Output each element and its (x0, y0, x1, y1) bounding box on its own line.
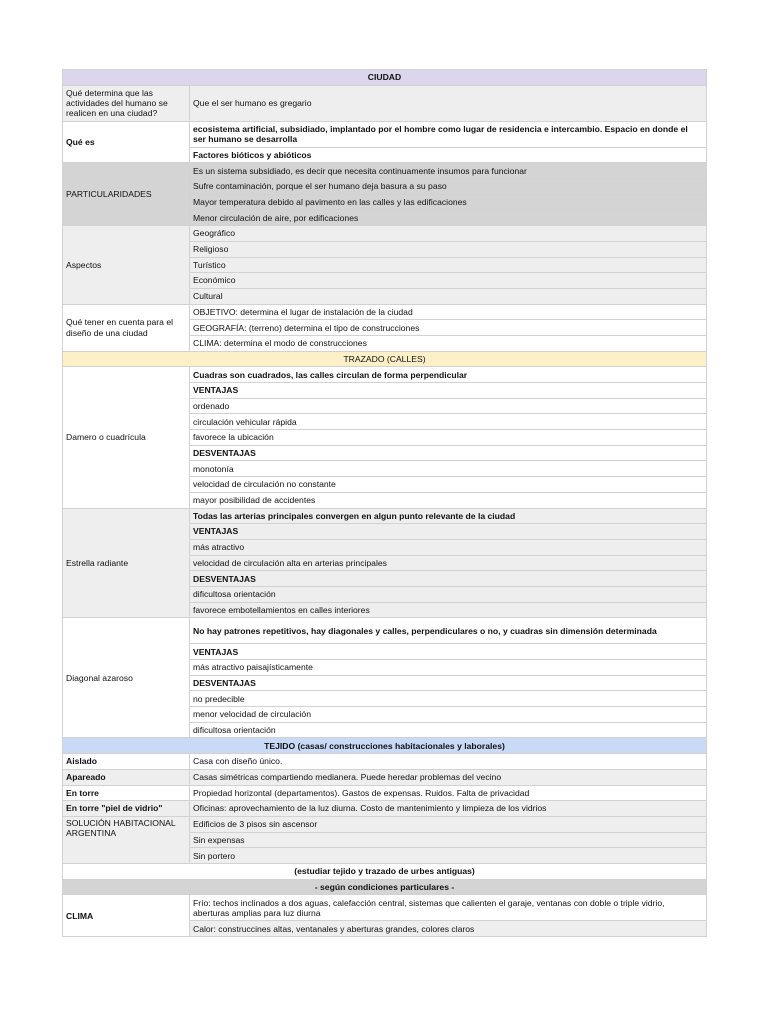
label-piel-de-vidrio[interactable]: En torre "piel de vidrio" (63, 801, 190, 817)
label-aspectos[interactable]: Aspectos (63, 226, 190, 304)
label-diseno[interactable]: Qué tener en cuenta para el diseño de una ciudad (63, 304, 190, 351)
cell[interactable]: DESVENTAJAS (190, 675, 707, 691)
cell[interactable]: Propiedad horizontal (departamentos). Gastos de expensas. Ruidos. Falta de privacidad (190, 785, 707, 801)
cell[interactable]: Sin portero (190, 848, 707, 864)
cell[interactable]: Mayor temperatura debido al pavimento en las calles y las edificaciones (190, 194, 707, 210)
cell[interactable]: favorece la ubicación (190, 430, 707, 446)
cell[interactable]: DESVENTAJAS (190, 445, 707, 461)
cell[interactable]: Casas simétricas compartiendo medianera. Puede heredar problemas del vecino (190, 769, 707, 785)
cell[interactable]: Calor: construccines altas, ventanales y aberturas grandes, colores claros (190, 921, 707, 937)
cell[interactable]: Casa con diseño único. (190, 754, 707, 770)
cell[interactable]: VENTAJAS (190, 383, 707, 399)
section-header-condiciones[interactable]: - según condiciones particulares - (63, 879, 707, 895)
cell[interactable]: GEOGRAFÍA: (terreno) determina el tipo de construcciones (190, 320, 707, 336)
label-en-torre[interactable]: En torre (63, 785, 190, 801)
cell[interactable]: Edificios de 3 pisos sin ascensor (190, 816, 707, 832)
cell[interactable]: Frío: techos inclinados a dos aguas, calefacción central, sistemas que calienten el garaje, ventanas con doble o triple vidrio, aberturas amplias para luz diurna (190, 895, 707, 921)
cell[interactable]: dificultosa orientación (190, 586, 707, 602)
cell[interactable]: mayor posibilidad de accidentes (190, 492, 707, 508)
cell[interactable]: ordenado (190, 398, 707, 414)
cell[interactable]: Es un sistema subsidiado, es decir que necesita continuamente insumos para funcionar (190, 163, 707, 179)
cell[interactable]: VENTAJAS (190, 524, 707, 540)
section-header-tejido[interactable]: TEJIDO (casas/ construcciones habitacionales y laborales) (63, 738, 707, 754)
cell[interactable]: Oficinas: aprovechamiento de la luz diurna. Costo de mantenimiento y limpieza de los vidrios (190, 801, 707, 817)
cell[interactable]: menor velocidad de circulación (190, 707, 707, 723)
label-particularidades[interactable]: PARTICULARIDADES (63, 163, 190, 226)
cell[interactable]: velocidad de circulación alta en arterias principales (190, 555, 707, 571)
cell[interactable]: Sin expensas (190, 832, 707, 848)
cell[interactable]: no predecible (190, 691, 707, 707)
cell[interactable]: Factores bióticos y abióticos (190, 147, 707, 163)
label-que-es[interactable]: Qué es (63, 121, 190, 163)
label-que-determina[interactable]: Qué determina que las actividades del humano se realicen en una ciudad? (63, 85, 190, 121)
note-estudiar[interactable]: (estudiar tejido y trazado de urbes antiguas) (63, 863, 707, 879)
section-header-ciudad[interactable]: CIUDAD (63, 70, 707, 86)
section-header-trazado[interactable]: TRAZADO (CALLES) (63, 351, 707, 367)
cell[interactable]: monotonía (190, 461, 707, 477)
value-que-determina[interactable]: Que el ser humano es gregario (190, 85, 707, 121)
label-clima[interactable]: CLIMA (63, 895, 190, 937)
cell[interactable]: OBJETIVO: determina el lugar de instalación de la ciudad (190, 304, 707, 320)
label-aislado[interactable]: Aislado (63, 754, 190, 770)
cell[interactable]: favorece embotellamientos en calles interiores (190, 602, 707, 618)
label-apareado[interactable]: Apareado (63, 769, 190, 785)
label-estrella[interactable]: Estrella radiante (63, 508, 190, 618)
cell[interactable]: DESVENTAJAS (190, 571, 707, 587)
cell[interactable]: velocidad de circulación no constante (190, 477, 707, 493)
cell[interactable]: Geográfico (190, 226, 707, 242)
cell[interactable]: Económico (190, 273, 707, 289)
cell[interactable]: Turístico (190, 257, 707, 273)
spreadsheet-table (62, 69, 707, 937)
cell[interactable]: Cultural (190, 288, 707, 304)
cell[interactable]: Cuadras son cuadrados, las calles circulan de forma perpendicular (190, 367, 707, 383)
cell[interactable]: No hay patrones repetitivos, hay diagonales y calles, perpendiculares o no, y cuadras sin dimensión determinada (190, 618, 707, 644)
cell[interactable]: más atractivo paisajísticamente (190, 660, 707, 676)
cell[interactable]: CLIMA: determina el modo de construcciones (190, 335, 707, 351)
cell[interactable]: más atractivo (190, 539, 707, 555)
cell[interactable]: circulación vehicular rápida (190, 414, 707, 430)
cell[interactable]: Menor circulación de aire, por edificaciones (190, 210, 707, 226)
cell[interactable]: Religioso (190, 241, 707, 257)
cell[interactable]: Todas las arterias principales convergen en algun punto relevante de la ciudad (190, 508, 707, 524)
cell[interactable]: VENTAJAS (190, 644, 707, 660)
cell[interactable]: Sufre contaminación, porque el ser humano deja basura a su paso (190, 179, 707, 195)
cell[interactable]: ecosistema artificial, subsidiado, implantado por el hombre como lugar de residencia e intercambio. Espacio en donde el ser humano se desarrolla (190, 121, 707, 147)
label-solucion-habitacional[interactable]: SOLUCIÓN HABITACIONAL ARGENTINA (63, 816, 190, 863)
label-damero[interactable]: Damero o cuadrícula (63, 367, 190, 508)
label-diagonal[interactable]: Diagonal azaroso (63, 618, 190, 738)
cell[interactable]: dificultosa orientación (190, 722, 707, 738)
